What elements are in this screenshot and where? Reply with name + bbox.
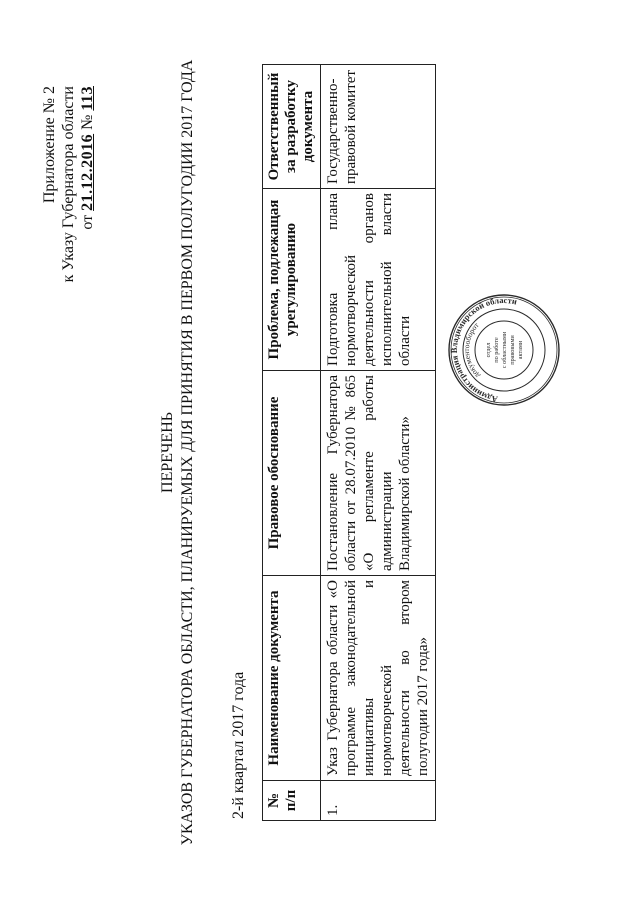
header-number: № п/п	[263, 781, 321, 821]
annex-number: 113	[79, 86, 96, 111]
cell-document-name: Указ Губернатора области «О программе законодательной инициативы и нормотворческой деятельности во втором полугодии 2017 года»	[321, 576, 436, 781]
stamp-inner-text: документооборот	[461, 320, 482, 381]
stamp-center-line: отдел	[485, 342, 492, 358]
annex-number-label: №	[79, 114, 96, 130]
decrees-table	[262, 64, 436, 821]
document-title	[158, 0, 198, 905]
cell-legal-basis: Постановление Губернатора области от 28.07.2010 № 865 «О регламенте работы администрации Владимирской области»	[321, 371, 436, 576]
table-header-row	[263, 65, 321, 821]
annex-subtitle: к Указу Губернатора области	[60, 86, 77, 283]
title-sub: УКАЗОВ ГУБЕРНАТОРА ОБЛАСТИ, ПЛАНИРУЕМЫХ ДЛЯ ПРИНЯТИЯ В ПЕРВОМ ПОЛУГОДИИ 2017 ГОДА	[179, 59, 196, 846]
svg-text:документооборот	[462, 320, 481, 380]
table-row	[321, 65, 436, 821]
annex-date: 21.12.2016	[79, 133, 96, 211]
header-legal-basis: Правовое обоснование	[263, 371, 321, 576]
annex-block	[40, 86, 97, 282]
header-document-name: Наименование документа	[263, 576, 321, 781]
stamp-center-line: по работе	[493, 337, 500, 363]
header-problem: Проблема, подлежащая урегулированию	[263, 189, 321, 371]
official-stamp	[447, 293, 561, 407]
stamp-center-line: с областными	[501, 331, 508, 369]
header-responsible: Ответственный за разработку документа	[263, 65, 321, 189]
stamp-center-line: правовыми	[509, 335, 516, 365]
title-main: ПЕРЕЧЕНЬ	[159, 412, 176, 493]
annex-from-label: от	[79, 214, 96, 230]
annex-date-line	[78, 86, 97, 282]
quarter-label: 2-й квартал 2017 года	[230, 671, 247, 819]
annex-title: Приложение № 2	[41, 86, 58, 204]
stamp-outer-text: Администрация Владимирской области	[448, 294, 519, 405]
cell-responsible: Государственно-правовой комитет	[321, 65, 436, 189]
cell-number: 1.	[321, 781, 436, 821]
stamp-center-line: актами	[517, 340, 524, 360]
cell-problem: Подготовка плана нормотворческой деятельности органов исполнительной власти области	[321, 189, 436, 371]
